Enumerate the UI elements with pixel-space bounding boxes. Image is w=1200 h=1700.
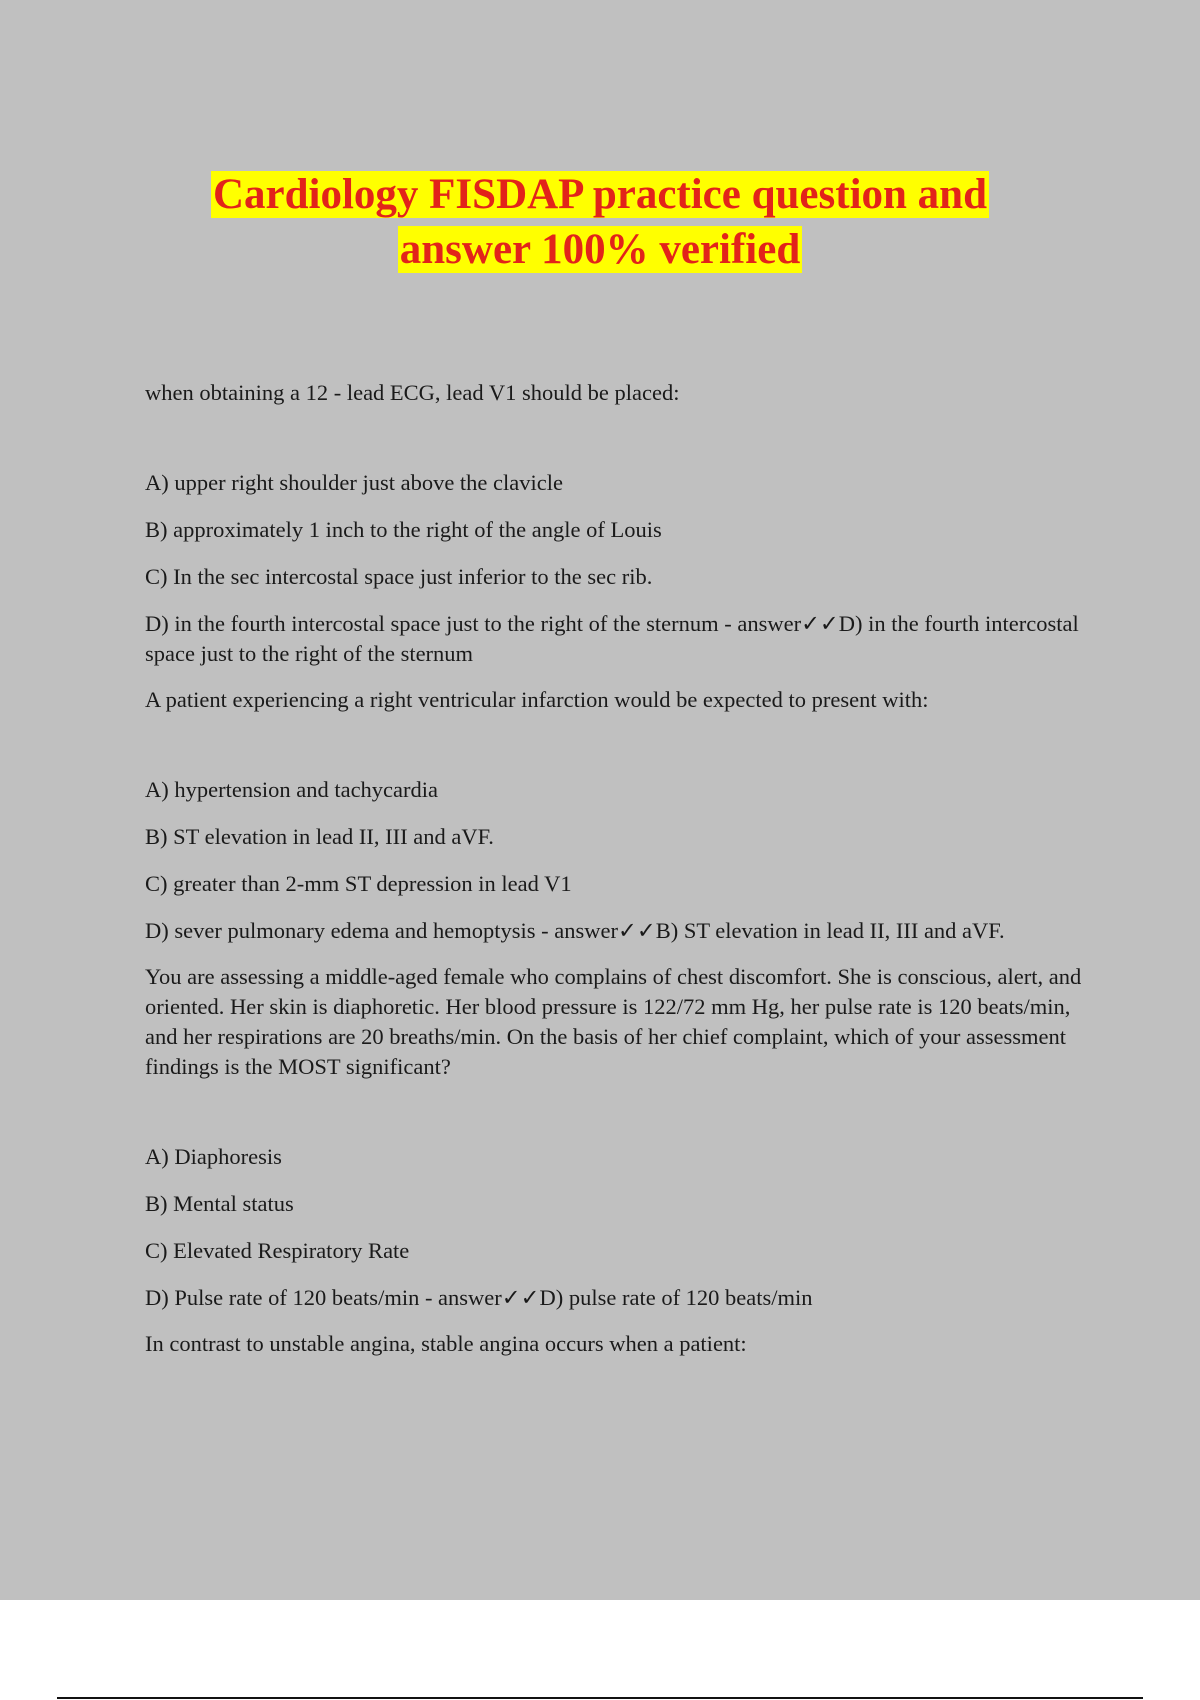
question-2-option-b: B) ST elevation in lead II, III and aVF. xyxy=(145,824,494,849)
title-line-2: answer 100% verified xyxy=(399,226,801,273)
document-body xyxy=(145,378,1095,1419)
title-line-1: Cardiology FISDAP practice question and xyxy=(212,171,988,218)
question-3-option-d-answer: D) Pulse rate of 120 beats/min - answer✓✓D) pulse rate of 120 beats/min xyxy=(145,1285,813,1310)
question-1-prompt: when obtaining a 12 - lead ECG, lead V1 should be placed: xyxy=(145,380,680,405)
footer-divider xyxy=(57,1697,1143,1699)
question-2-prompt: A patient experiencing a right ventricular infarction would be expected to present with: xyxy=(145,687,929,712)
question-4-prompt: In contrast to unstable angina, stable angina occurs when a patient: xyxy=(145,1331,747,1356)
question-3-option-b: B) Mental status xyxy=(145,1191,294,1216)
question-2-option-c: C) greater than 2-mm ST depression in lead V1 xyxy=(145,871,572,896)
question-1-option-c: C) In the sec intercostal space just inferior to the sec rib. xyxy=(145,564,653,589)
question-3-prompt: You are assessing a middle-aged female who complains of chest discomfort. She is conscious, alert, and oriented. Her skin is diaphoretic. Her blood pressure is 122/72 mm Hg, her pulse rate is 120 beats/min, and her respirations are 20 breaths/min. On the basis of her chief complaint, which of your assessment findings is the MOST significant? xyxy=(145,964,1082,1079)
question-2-option-a: A) hypertension and tachycardia xyxy=(145,777,439,802)
question-1-option-d-answer: D) in the fourth intercostal space just to the right of the sternum - answer✓✓D) in the fourth intercostal space just to the right of the sternum xyxy=(145,611,1079,666)
question-3-option-c: C) Elevated Respiratory Rate xyxy=(145,1238,410,1263)
question-1-option-b: B) approximately 1 inch to the right of the angle of Louis xyxy=(145,517,662,542)
question-2-option-d-answer: D) sever pulmonary edema and hemoptysis - answer✓✓B) ST elevation in lead II, III and aVF. xyxy=(145,918,1005,943)
question-1-option-a: A) upper right shoulder just above the clavicle xyxy=(145,470,563,495)
question-3-option-a: A) Diaphoresis xyxy=(145,1144,282,1169)
document-title xyxy=(0,167,1200,277)
